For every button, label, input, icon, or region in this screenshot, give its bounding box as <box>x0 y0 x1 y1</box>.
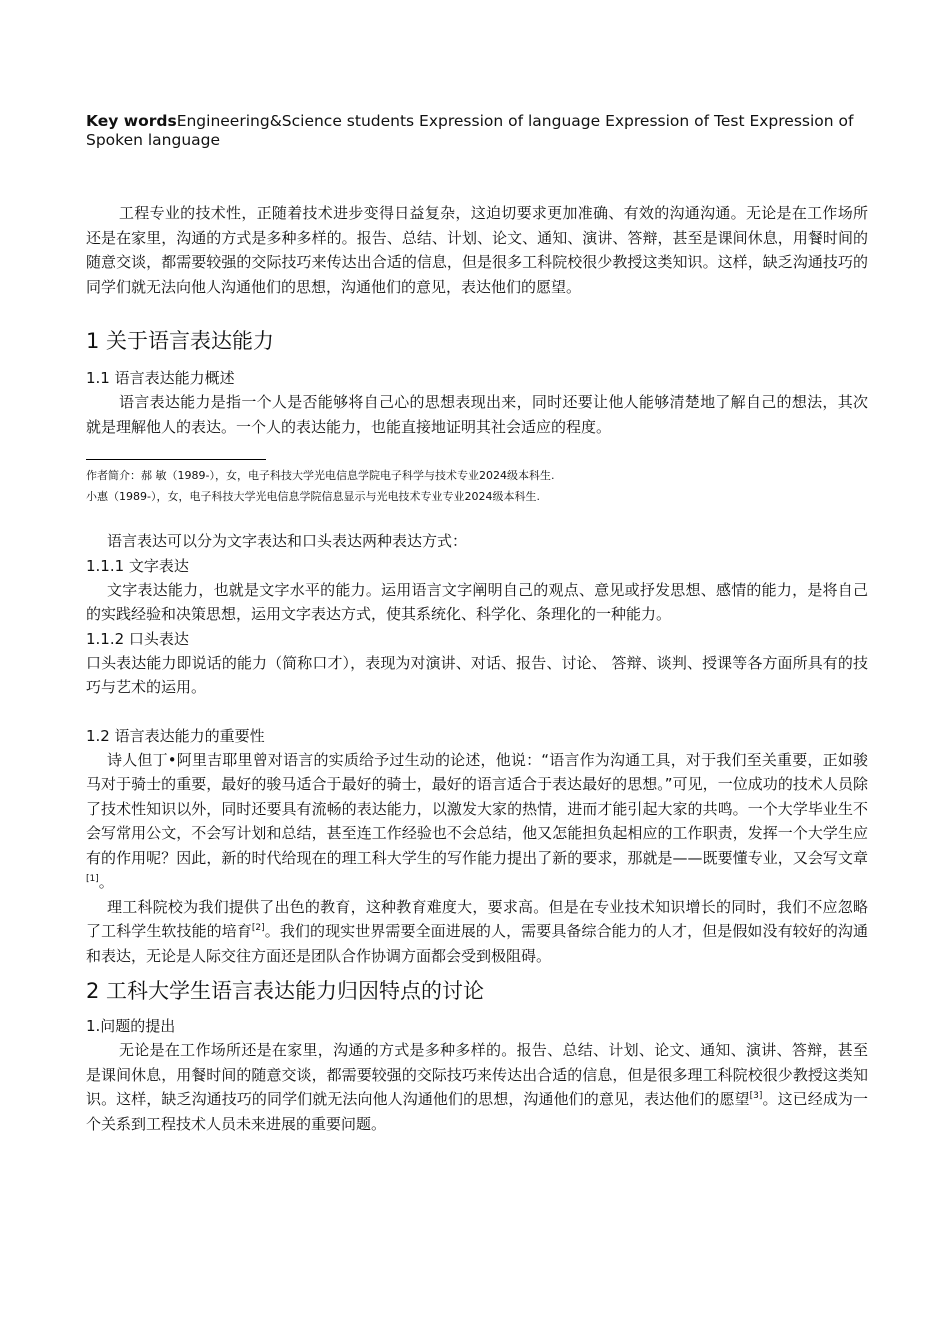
section-1-1-1-paragraph: 文字表达能力，也就是文字水平的能力。运用语言文字阐明自己的观点、意见或抒发思想、感情的能力，是将自己的实践经验和决策思想，运用文字表达方式，使其系统化、科学化、条理化的一种能力。 <box>86 580 868 623</box>
footnote-author-2: 小惠（1989-），女，电子科技大学光电信息学院信息显示与光电技术专业专业2024级本科生. <box>86 490 540 503</box>
citation-ref-2: [2] <box>251 923 265 933</box>
section-1-1-2-paragraph: 口头表达能力即说话的能力（简称口才），表现为对演讲、对话、报告、讨论、 答辩、谈判、授课等各方面所具有的技巧与艺术的运用。 <box>86 653 868 696</box>
section-1-2-paragraph-2-end: 。我们的现实世界需要全面进展的人，需要具备综合能力的人才，但是假如没有较好的沟通和表达，无论是人际交往方面还是团队合作协调方面都会受到极阻碍。 <box>86 922 868 965</box>
section-2-1-paragraph <box>86 1038 868 1136</box>
section-1-2-paragraph-2-text: 理工科院校为我们提供了出色的教育，这种教育难度大，要求高。但是在专业技术知识增长的同时，我们不应忽略了工科学生软技能的培育 <box>86 897 868 940</box>
section-1-heading: 1 关于语言表达能力 <box>86 329 275 353</box>
paper-page <box>86 112 868 1136</box>
citation-ref-3: [3] <box>749 1091 763 1101</box>
section-1-2-paragraph-1 <box>86 748 868 895</box>
footnote-rule <box>86 459 266 460</box>
citation-ref-1: [1] <box>86 874 99 884</box>
section-1-1-intro-paragraph: 语言表达可以分为文字表达和口头表达两种表达方式： <box>107 532 468 550</box>
section-2-1-heading: 1.问题的提出 <box>86 1017 176 1035</box>
keywords <box>86 112 868 150</box>
section-2-1-paragraph-end: 。这已经成为一个关系到工程技术人员未来进展的重要问题。 <box>86 1090 868 1133</box>
section-2-1-paragraph-text: 无论是在工作场所还是在家里，沟通的方式是多种多样的。报告、总结、计划、论文、通知、演讲、答辩，甚至是课间休息，用餐时间的随意交谈，都需要较强的交际技巧来传达出合适的信息，但是很多理工科院校很少教授这类知识。这样，缺乏沟通技巧的同学们就无法向他人沟通他们的思想，沟通他们的意见，表达他们的愿望 <box>86 1041 868 1108</box>
section-1-2-paragraph-1-text: 诗人但丁•阿里吉耶里曾对语言的实质给予过生动的论述，他说：“语言作为沟通工具，对于我们至关重要，正如骏马对于骑士的重要，最好的骏马适合于最好的骑士，最好的语言适合于表达最好的思想。”可见，一位成功的技术人员除了技术性知识以外，同时还要具有流畅的表达能力，以激发大家的热情，进而才能引起大家的共鸣。一个大学毕业生不会写常用公文，不会写计划和总结，甚至连工作经验也不会总结，他又怎能担负起相应的工作职责，发挥一个大学生应有的作用呢？因此，新的时代给现在的理工科大学生的写作能力提出了新的要求，那就是——既要懂专业，又会写文章 <box>86 750 868 867</box>
section-1-1-1-heading: 1.1.1 文字表达 <box>86 556 189 575</box>
intro-paragraph: 工程专业的技术性，正随着技术进步变得日益复杂，这迫切要求更加准确、有效的沟通沟通。无论是在工作场所还是在家里，沟通的方式是多种多样的。报告、总结、计划、论文、通知、演讲、答辩，甚至是课间休息，用餐时间的随意交谈，都需要较强的交际技巧来传达出合适的信息，但是很多工科院校很少教授这类知识。这样，缺乏沟通技巧的同学们就无法向他人沟通他们的思想，沟通他们的意见，表达他们的愿望。 <box>86 204 868 296</box>
section-1-1-2-heading: 1.1.2 口头表达 <box>86 629 189 648</box>
section-1-1-paragraph: 语言表达能力是指一个人是否能够将自己心的思想表现出来，同时还要让他人能够清楚地了解自己的想法，其次就是理解他人的表达。一个人的表达能力，也能直接地证明其社会适应的程度。 <box>86 393 868 436</box>
keywords-label: Key words <box>86 112 177 130</box>
section-2-heading: 2 工科大学生语言表达能力归因特点的讨论 <box>86 979 485 1003</box>
footnote-author-1: 作者简介：郝 敏（1989-），女，电子科技大学光电信息学院电子科学与技术专业2024级本科生. <box>86 469 555 482</box>
keywords-text: Engineering&Science students Expression of language Expression of Test Expression of Spoken language <box>86 112 854 149</box>
section-1-2-paragraph-2 <box>86 895 868 969</box>
section-1-2-paragraph-1-end: 。 <box>98 873 114 891</box>
section-1-1-heading: 1.1 语言表达能力概述 <box>86 369 235 387</box>
section-1-2-heading: 1.2 语言表达能力的重要性 <box>86 726 265 745</box>
